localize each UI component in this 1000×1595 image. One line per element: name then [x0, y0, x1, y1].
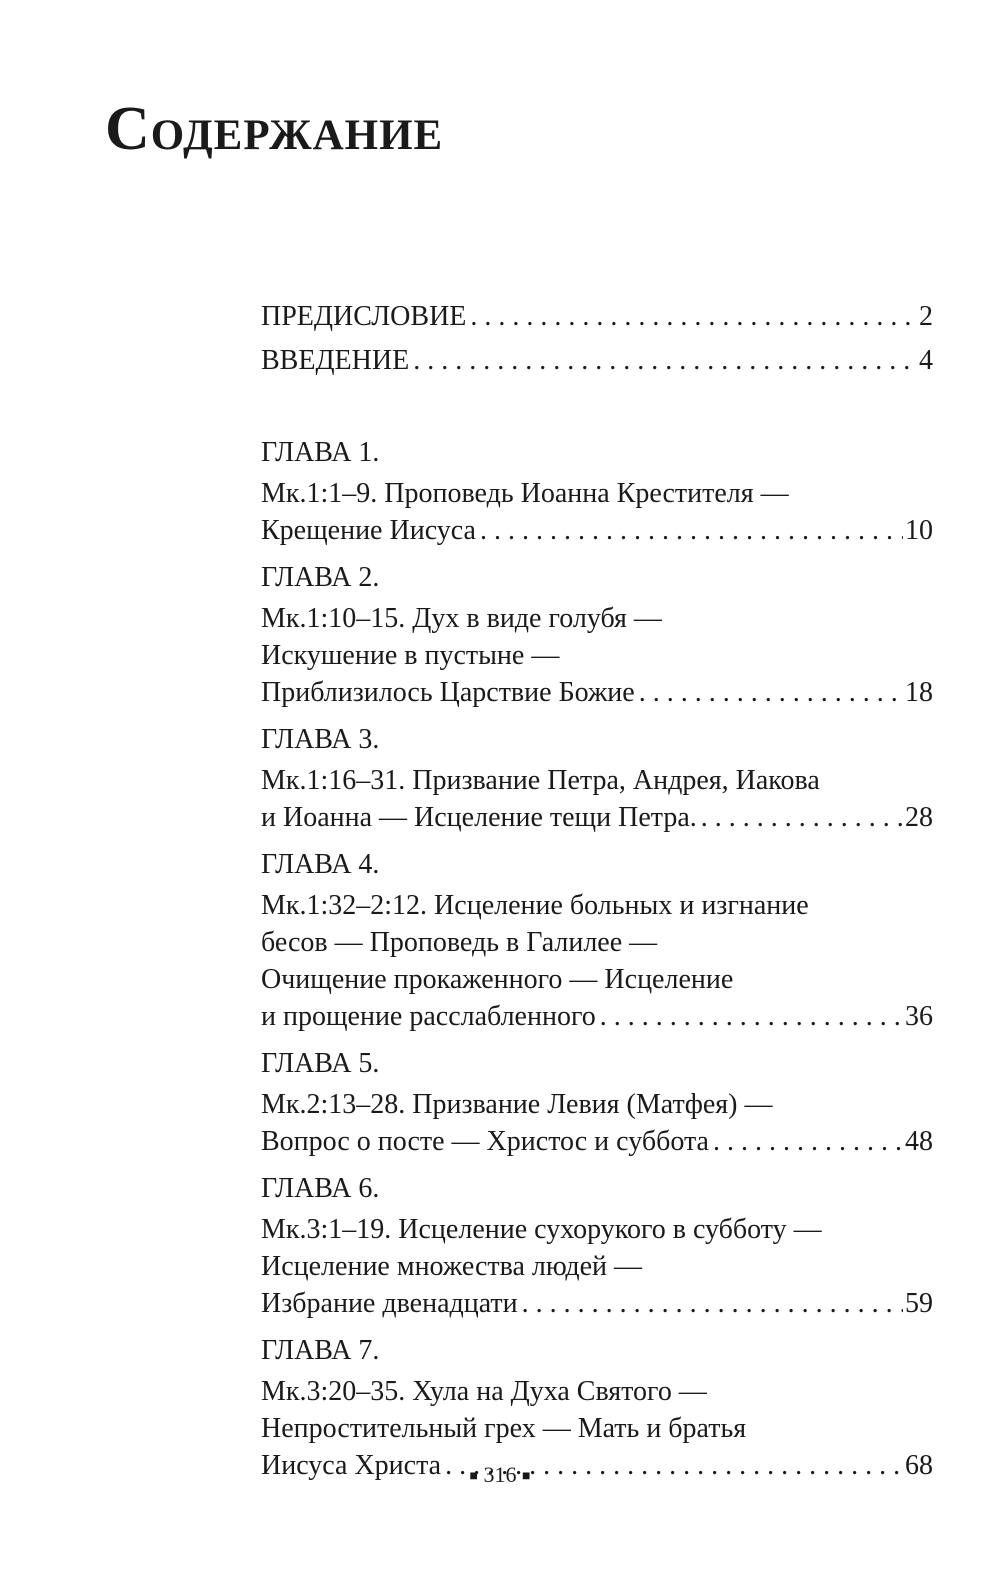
chapter-line	[261, 1410, 933, 1447]
bullet-icon: ■	[522, 1468, 531, 1484]
chapter-line	[261, 475, 933, 512]
chapter-entry	[261, 718, 933, 836]
chapter-line-text: Избрание двенадцати	[261, 1288, 518, 1319]
toc-entry-label: ВВЕДЕНИЕ	[261, 345, 410, 376]
bullet-icon: ■	[469, 1468, 478, 1484]
chapter-line	[261, 998, 933, 1035]
chapter-line	[261, 799, 933, 836]
chapter-line	[261, 1373, 933, 1410]
dot-leader	[596, 998, 903, 1035]
chapter-line	[261, 924, 933, 961]
chapter-line-text: Исцеление множества людей —	[261, 1251, 643, 1282]
dot-leader	[476, 512, 903, 549]
chapter-entry	[261, 1329, 933, 1484]
table-of-contents	[261, 295, 933, 1491]
chapter-line-text: и Иоанна — Исцеление тещи Петра.	[261, 802, 697, 833]
chapter-line	[261, 1211, 933, 1248]
chapter-line-text: и прощение расслабленного	[261, 1001, 596, 1032]
chapter-page-number: 59	[905, 1288, 933, 1319]
dot-leader	[635, 674, 903, 711]
dot-leader	[697, 799, 903, 836]
chapter-line-text: Иисуса Христа	[261, 1450, 442, 1481]
toc-entry-label: ПРЕДИСЛОВИЕ	[261, 301, 467, 332]
chapter-heading: ГЛАВА 7.	[261, 1335, 380, 1366]
chapter-line	[261, 674, 933, 711]
chapter-heading: ГЛАВА 1.	[261, 437, 380, 468]
chapter-line-text: Мк.1:10–15. Дух в виде голубя —	[261, 603, 662, 634]
page-title: Содержание	[105, 95, 444, 163]
dot-leader	[409, 339, 917, 383]
chapter-line-text: Крещение Иисуса	[261, 515, 476, 546]
chapter-line-text: Приблизилось Царствие Божие	[261, 677, 635, 708]
chapter-line	[261, 1086, 933, 1123]
chapter-page-number: 48	[905, 1126, 933, 1157]
chapter-heading: ГЛАВА 4.	[261, 849, 380, 880]
chapter-line	[261, 1248, 933, 1285]
chapter-line-text: Искушение в пустыне —	[261, 640, 560, 671]
chapter-line-text: Мк.3:1–19. Исцеление сухорукого в субботу —	[261, 1214, 822, 1245]
spacer	[261, 383, 933, 431]
toc-entry-page: 4	[919, 345, 933, 376]
toc-entry-page: 2	[919, 301, 933, 332]
chapter-line	[261, 637, 933, 674]
chapter-page-number: 28	[905, 802, 933, 833]
chapter-list	[261, 431, 933, 1484]
chapter-line	[261, 961, 933, 998]
chapter-page-number: 10	[905, 515, 933, 546]
chapter-line-text: Вопрос о посте — Христос и суббота	[261, 1126, 709, 1157]
chapter-line-text: Мк.1:16–31. Призвание Петра, Андрея, Иакова	[261, 765, 820, 796]
dot-leader	[466, 295, 917, 339]
chapter-line-text: бесов — Проповедь в Галилее —	[261, 927, 658, 958]
page-number: 316	[483, 1462, 517, 1487]
chapter-line	[261, 762, 933, 799]
chapter-line	[261, 512, 933, 549]
chapter-line	[261, 887, 933, 924]
chapter-entry	[261, 556, 933, 711]
chapter-line-text: Непростительный грех — Мать и братья	[261, 1413, 747, 1444]
chapter-page-number: 68	[905, 1450, 933, 1481]
chapter-line	[261, 1285, 933, 1322]
chapter-line-text: Мк.2:13–28. Призвание Левия (Матфея) —	[261, 1089, 773, 1120]
chapter-line-text: Очищение прокаженного — Исцеление	[261, 964, 734, 995]
chapter-entry	[261, 1042, 933, 1160]
chapter-line	[261, 600, 933, 637]
chapter-line	[261, 1123, 933, 1160]
chapter-line-text: Мк.1:32–2:12. Исцеление больных и изгнание	[261, 890, 809, 921]
dot-leader	[518, 1285, 903, 1322]
chapter-heading: ГЛАВА 5.	[261, 1048, 380, 1079]
page-footer	[0, 1462, 1000, 1488]
chapter-heading: ГЛАВА 6.	[261, 1173, 380, 1204]
chapter-entry	[261, 843, 933, 1035]
chapter-entry	[261, 1167, 933, 1322]
chapter-line-text: Мк.1:1–9. Проповедь Иоанна Крестителя —	[261, 478, 789, 509]
chapter-heading: ГЛАВА 2.	[261, 562, 380, 593]
chapter-heading: ГЛАВА 3.	[261, 724, 380, 755]
chapter-page-number: 18	[905, 677, 933, 708]
chapter-page-number: 36	[905, 1001, 933, 1032]
toc-entry-introduction	[261, 339, 933, 383]
chapter-entry	[261, 431, 933, 549]
chapter-line-text: Мк.3:20–35. Хула на Духа Святого —	[261, 1376, 707, 1407]
toc-entry-preface	[261, 295, 933, 339]
dot-leader	[709, 1123, 903, 1160]
